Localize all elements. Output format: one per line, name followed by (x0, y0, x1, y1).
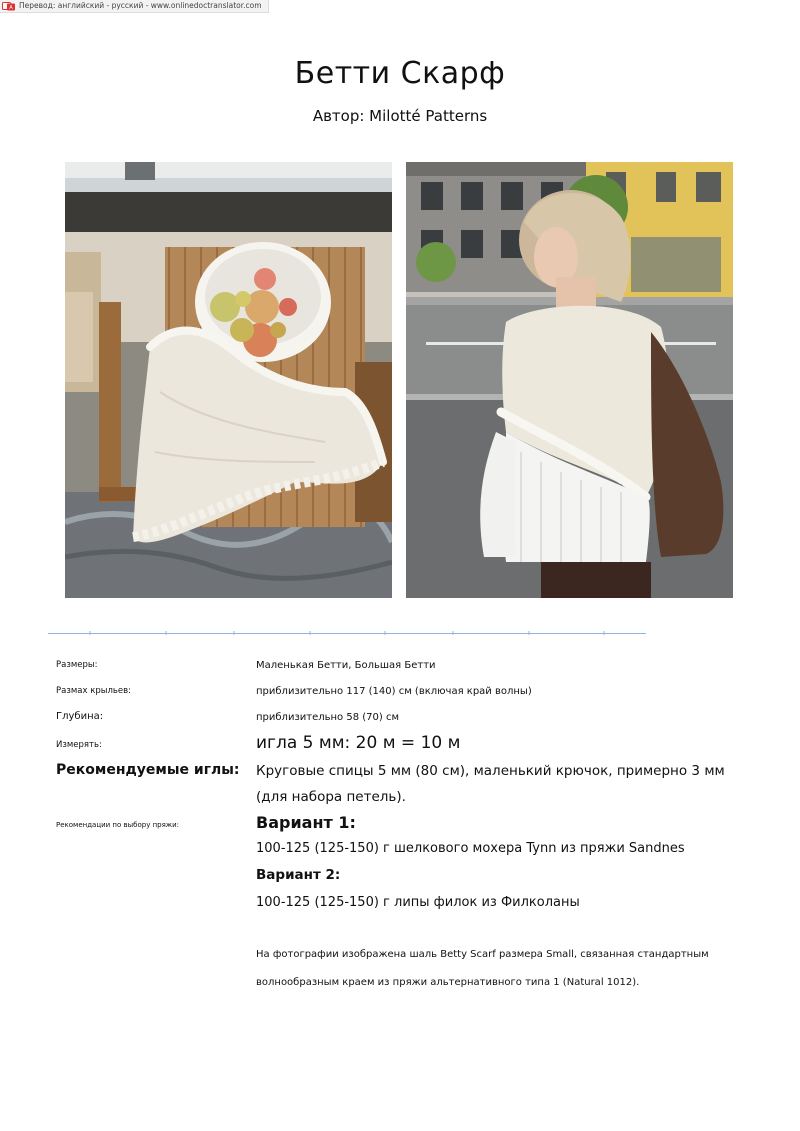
sizes-value: Маленькая Бетти, Большая Бетти (256, 660, 436, 671)
gauge-label: Измерять: (56, 740, 102, 750)
option1-title: Вариант 1: (256, 813, 356, 832)
needles-value-line1: Круговые спицы 5 мм (80 см), маленький крючок, примерно 3 мм (256, 763, 725, 779)
wingspan-value: приблизительно 117 (140) см (включая край волны) (256, 686, 532, 697)
photo-shawl-on-table (65, 162, 392, 598)
depth-label: Глубина: (56, 711, 104, 722)
depth-value: приблизительно 58 (70) см (256, 712, 400, 723)
sizes-label: Размеры: (56, 660, 98, 670)
note-line2: волнообразным краем из пряжи альтернативного типа 1 (Natural 1012). (256, 977, 640, 988)
option2-title: Вариант 2: (256, 867, 341, 883)
yarn-label: Рекомендации по выбору пряжи: (56, 821, 180, 829)
note-line1: На фотографии изображена шаль Betty Scarf размера Small, связанная стандартным (256, 949, 709, 960)
option2-value: 100-125 (125-150) г липы филок из Филколаны (256, 895, 580, 910)
option1-value: 100-125 (125-150) г шелкового мохера Tynn из пряжи Sandnes (256, 841, 685, 856)
wingspan-label: Размах крыльев: (56, 686, 131, 696)
photo-shawl-worn (406, 162, 733, 598)
translator-banner[interactable] (0, 0, 269, 13)
translator-logo-icon (2, 2, 16, 11)
page-title: Бетти Скарф (294, 56, 506, 91)
needles-value-line2: (для набора петель). (256, 789, 406, 805)
author-line: Автор: Milotté Patterns (312, 107, 488, 125)
needles-label: Рекомендуемые иглы: (56, 762, 240, 778)
gauge-value: игла 5 мм: 20 м = 10 м (256, 733, 461, 753)
svg-text:A: A (9, 4, 13, 11)
divider-ticks (48, 631, 646, 635)
banner-text: Перевод: английский - русский - www.onlinedoctranslator.com (19, 1, 262, 10)
